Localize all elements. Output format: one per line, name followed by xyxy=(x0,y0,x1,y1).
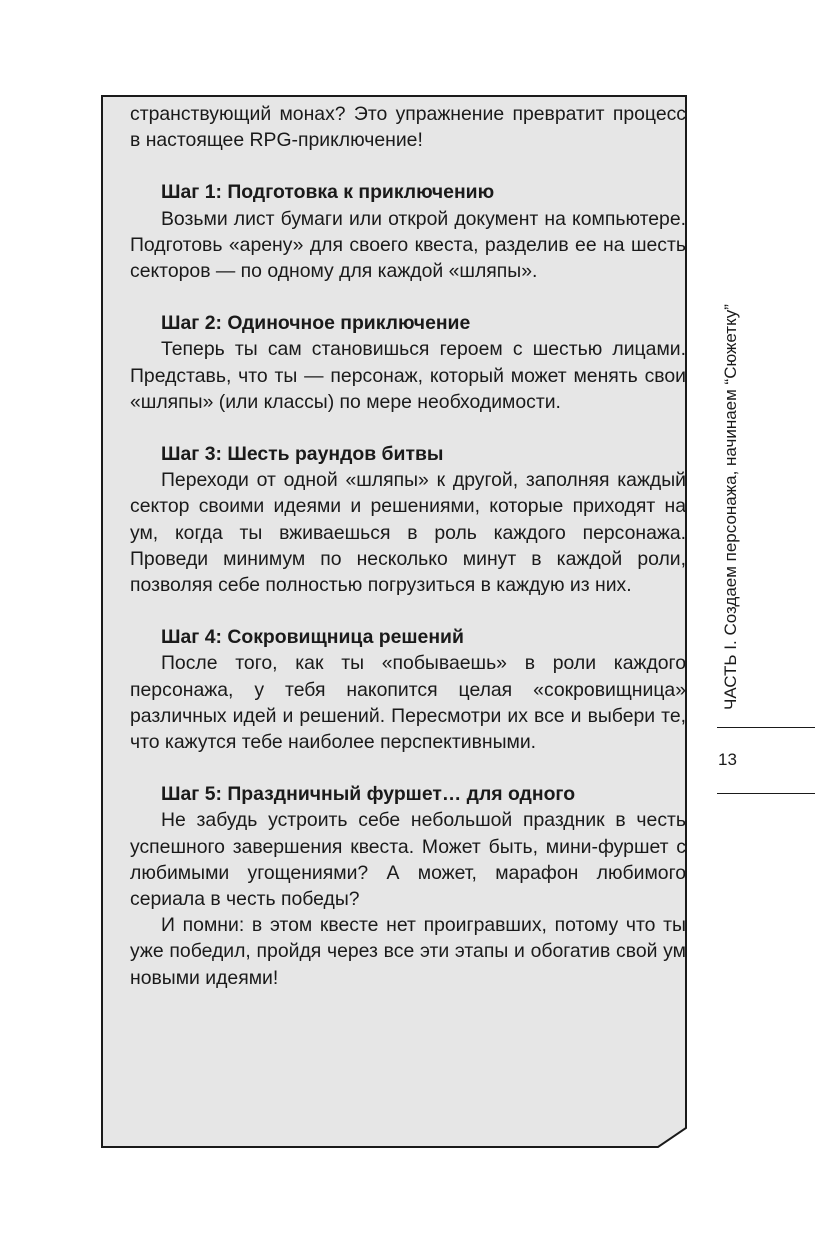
step-4-title: Шаг 4: Сокровищница решений xyxy=(161,626,464,649)
exercise-box-text xyxy=(130,101,686,991)
page-number-rule-top xyxy=(717,727,815,728)
step-1 xyxy=(130,179,686,284)
step-1-paragraph: Возьми лист бумаги или открой документ на компьютере. Подготовь «арену» для своего квеста, разделив ее на шесть секторов — по одному для каждой «шляпы». xyxy=(130,207,686,283)
page-number: 13 xyxy=(718,750,737,769)
step-3-title: Шаг 3: Шесть раундов битвы xyxy=(161,443,444,466)
step-1-title: Шаг 1: Подготовка к приключению xyxy=(161,181,495,204)
step-2 xyxy=(130,310,686,415)
step-5-paragraph-2: И помни: в этом квесте нет проигравших, потому что ты уже победил, пройдя через все эти этапы и обогатив свой ум новыми идеями! xyxy=(130,914,686,989)
step-4-paragraph: После того, как ты «побываешь» в роли каждого персонажа, у тебя накопится целая «сокровищница» различных идей и решений. Пересмотри их все и выбери те, что кажутся тебе наиболее перспективными. xyxy=(130,652,686,754)
step-2-title: Шаг 2: Одиночное приключение xyxy=(161,312,471,335)
step-3 xyxy=(130,441,686,598)
intro-paragraph: странствующий монах? Это упражнение превратит процесс в настоящее RPG-приключение! xyxy=(130,103,686,152)
step-3-paragraph: Переходи от одной «шляпы» к другой, заполняя каждый сектор своими идеями и решениями, которые приходят на ум, когда ты вживаешься в роль каждого персонажа. Проведи минимум по несколько минут в каждой роли, позволяя себе полностью погрузиться в каждую из них. xyxy=(130,469,686,597)
step-2-paragraph: Теперь ты сам становишься героем с шестью лицами. Представь, что ты — персонаж, который может менять свои «шляпы» (или классы) по мере необходимости. xyxy=(130,338,686,413)
running-head: ЧАСТЬ I. Создаем персонажа, начинаем “Сюжетку” xyxy=(721,304,740,710)
step-5-title: Шаг 5: Праздничный фуршет… для одного xyxy=(161,783,576,806)
step-5 xyxy=(130,781,686,991)
step-4 xyxy=(130,624,686,755)
page-number-rule-bottom xyxy=(717,793,815,794)
step-5-paragraph-1: Не забудь устроить себе небольшой праздник в честь успешного завершения квеста. Может быть, мини-фуршет с любимыми угощениями? А может, марафон любимого сериала в честь победы? xyxy=(130,809,686,911)
